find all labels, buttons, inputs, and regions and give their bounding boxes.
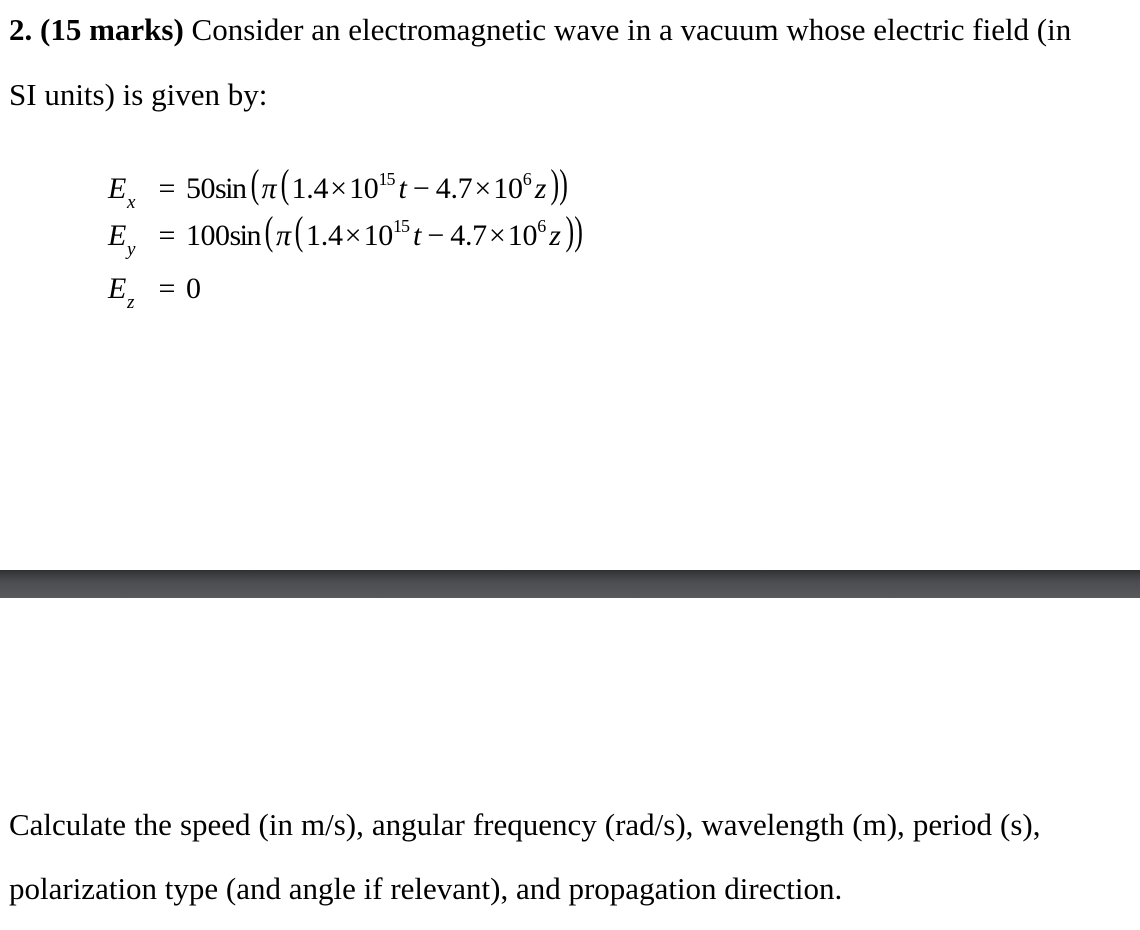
close-parens: )) <box>550 161 569 206</box>
time-variable: t <box>398 172 407 205</box>
omega-exponent: 15 <box>378 169 395 189</box>
power-base: 10 <box>363 219 393 252</box>
sine-function: sin <box>215 172 246 205</box>
open-paren: ( <box>250 161 259 206</box>
question-number: 2. <box>9 12 33 47</box>
task-word: period <box>912 807 993 842</box>
task-word: (s), <box>1000 807 1041 842</box>
field-variable: E <box>108 172 127 205</box>
close-parens: )) <box>565 208 583 253</box>
task-text-continuation: polarization type (and angle if relevant), and propagation direction. <box>9 871 843 906</box>
task-word: the <box>134 807 172 842</box>
k-exponent: 6 <box>522 169 531 189</box>
field-subscript: y <box>127 239 136 260</box>
question-line-1 <box>9 14 1071 45</box>
times-sign: × <box>344 219 362 252</box>
task-word: m/s), <box>300 807 364 842</box>
equals-sign: = <box>158 219 176 252</box>
equals-sign: = <box>158 272 176 305</box>
omega-mantissa: 1.4 <box>291 172 329 205</box>
pi-symbol: π <box>276 219 292 252</box>
position-variable: z <box>549 219 561 252</box>
inner-open-paren: ( <box>280 161 289 206</box>
task-word: Calculate <box>9 807 127 842</box>
question-intro-continuation: SI units) is given by: <box>9 77 268 112</box>
task-word: speed <box>179 807 251 842</box>
field-subscript: z <box>127 292 135 313</box>
task-line-2 <box>9 873 842 904</box>
k-exponent: 6 <box>537 216 546 236</box>
amplitude: 50 <box>186 172 215 205</box>
page-divider <box>0 570 1140 598</box>
power-base: 10 <box>507 219 538 252</box>
open-paren: ( <box>264 208 274 253</box>
task-word: (m), <box>852 807 905 842</box>
question-intro-text: Consider an electromagnetic wave in a vacuum whose electric field (in <box>191 12 1072 47</box>
task-word: (rad/s), <box>604 807 694 842</box>
power-base: 10 <box>349 172 379 205</box>
task-word: (in <box>258 807 293 842</box>
task-word: frequency <box>472 807 597 842</box>
field-variable: E <box>108 219 127 252</box>
pi-symbol: π <box>261 172 277 205</box>
minus-sign: − <box>412 172 430 205</box>
time-variable: t <box>412 219 422 252</box>
field-variable: E <box>108 272 127 305</box>
equation-ez <box>108 269 201 313</box>
equation-ex <box>108 161 572 213</box>
omega-exponent: 15 <box>392 216 409 236</box>
equation-ey <box>108 208 587 260</box>
task-word: angular <box>371 807 465 842</box>
k-mantissa: 4.7 <box>435 172 473 205</box>
inner-open-paren: ( <box>294 208 304 253</box>
minus-sign: − <box>427 219 445 252</box>
field-value: 0 <box>186 272 201 305</box>
equals-sign: = <box>158 172 176 205</box>
times-sign: × <box>474 172 492 205</box>
task-line-1 <box>9 809 1040 840</box>
question-marks: (15 marks) <box>40 12 184 47</box>
question-line-2 <box>9 79 267 110</box>
field-subscript: x <box>127 192 136 213</box>
k-mantissa: 4.7 <box>450 219 487 252</box>
times-sign: × <box>330 172 348 205</box>
power-base: 10 <box>493 172 523 205</box>
task-word: wavelength <box>701 807 845 842</box>
amplitude: 100 <box>186 219 230 252</box>
omega-mantissa: 1.4 <box>306 219 343 252</box>
times-sign: × <box>488 219 506 252</box>
position-variable: z <box>534 172 547 205</box>
sine-function: sin <box>229 219 261 252</box>
